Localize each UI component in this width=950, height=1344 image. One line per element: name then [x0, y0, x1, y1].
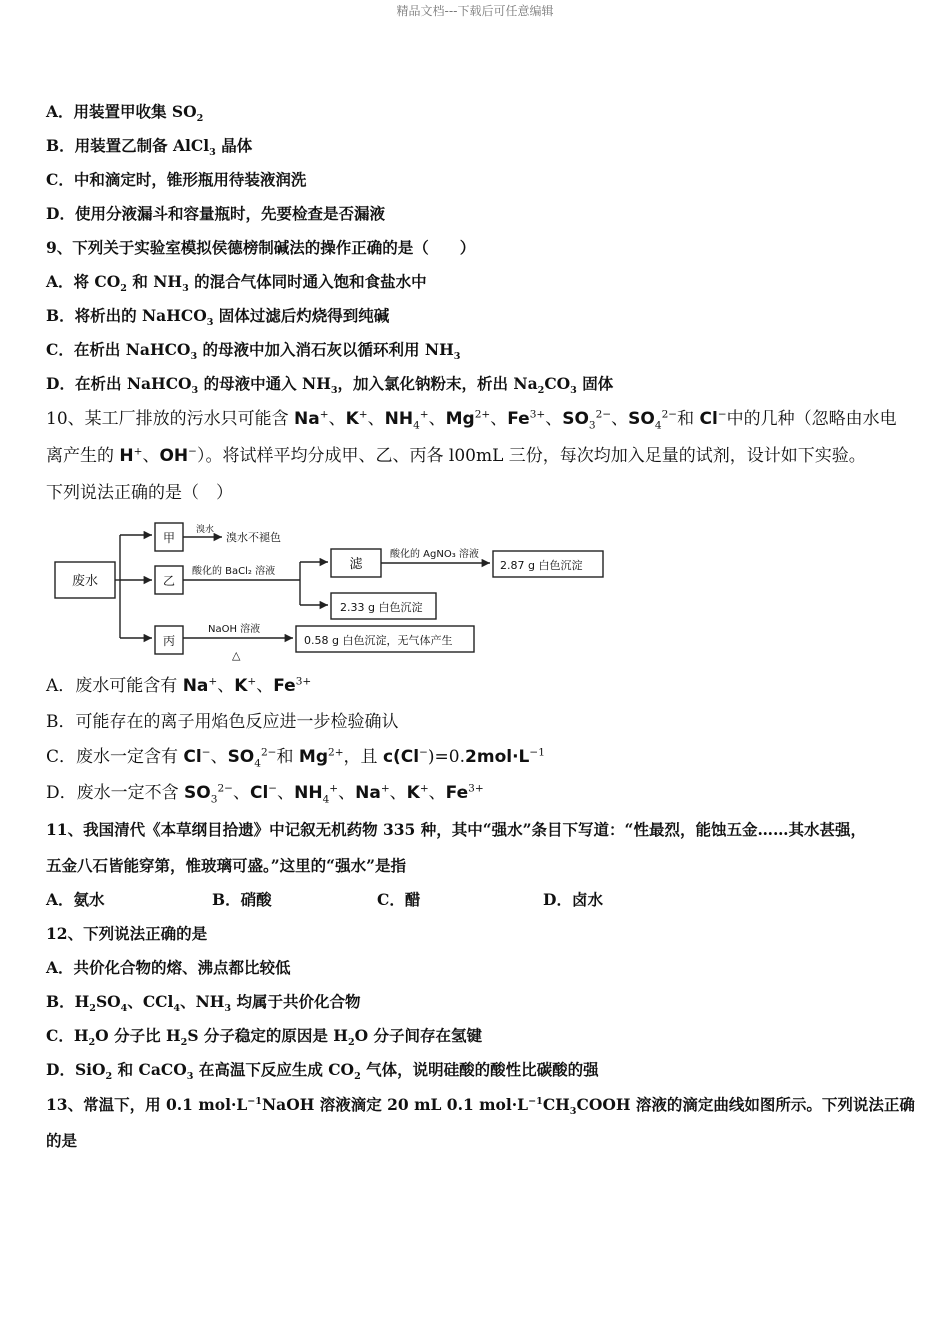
label-result3: 2.87 g 白色沉淀	[500, 559, 583, 572]
label-reagent1: 溴水	[196, 525, 215, 535]
q11-stem-line1: 11、我国清代《本草纲目拾遗》中记叙无机药物 335 种，其中“强水”条目下写道：“性最烈，能蚀五金……其水甚强，	[46, 820, 866, 839]
q10-option-b: B．可能存在的离子用焰色反应进一步检验确认	[46, 712, 399, 732]
flow-diagram-svg	[50, 520, 620, 665]
label-jia: 甲	[162, 531, 176, 545]
q8-option-c: C．中和滴定时，锥形瓶用待装液润洗	[46, 170, 307, 189]
label-reagent2: 酸化的 BaCl₂ 溶液	[192, 566, 276, 577]
label-bing: 丙	[162, 634, 176, 648]
q8-option-a: A．用装置甲收集 $SO_2$	[46, 102, 204, 125]
q13-stem-line1: 13、常温下，用 0.1 $mol\cdot L^{-1}NaOH$ 溶液滴定 20 mL 0.1 $mol\cdot L^{-1}CH_3COOH$ 溶液的滴定曲线如图所示。下列说法正确	[46, 1095, 915, 1118]
q8-option-b: B．用装置乙制备 AlCl$_3$ 晶体	[46, 136, 253, 159]
q10-flow-diagram	[50, 520, 620, 665]
q12-option-a: A．共价化合物的熔、沸点都比较低	[46, 958, 291, 977]
q11-option-b: B．硝酸	[212, 890, 272, 909]
label-heat: △	[232, 649, 241, 662]
q12-stem: 12、下列说法正确的是	[46, 924, 208, 943]
label-reagent4: NaOH 溶液	[208, 624, 261, 635]
q9-option-c: C．在析出 NaHCO$_3$ 的母液中加入消石灰以循环利用 $NH_3$	[46, 340, 461, 363]
label-yi: 乙	[162, 574, 176, 588]
q11-option-a: A．氨水	[46, 890, 105, 909]
q9-option-a: A．将 $CO_2$ 和 $NH_3$ 的混合气体同时通入饱和食盐水中	[46, 272, 427, 295]
q12-option-c: C．$H_2O$ 分子比 $H_2S$ 分子稳定的原因是 $H_2O$ 分子间存在氢键	[46, 1026, 483, 1049]
q12-option-d: D．SiO$_2$ 和 CaCO$_3$ 在高温下反应生成 $CO_2$ 气体，说明硅酸的酸性比碳酸的强	[46, 1060, 599, 1083]
q10-option-c: C．废水一定含有 Cl−、$SO_4^{2-}$和 $Mg^{2+}$，且 $c(Cl^-)=0.2mol\cdot L^{-1}$	[46, 746, 545, 770]
label-filtrate: 滤	[349, 557, 363, 572]
q13-stem-line2: 的是	[46, 1131, 78, 1150]
label-reagent3: 酸化的 AgNO₃ 溶液	[390, 549, 479, 560]
q11-stem-line2: 五金八石皆能穿第，惟玻璃可盛。”这里的“强水”是指	[46, 856, 406, 875]
q10-stem-line1: 10、某工厂排放的污水只可能含 Na+、K+、$NH_4^+$、$Mg^{2+}$、$Fe^{3+}$、$SO_3^{2-}$、$SO_4^{2-}$和 Cl−中的几种（忽略由水电	[46, 408, 897, 432]
q10-stem-line3: 下列说法正确的是（ ）	[46, 483, 233, 503]
q9-stem: 9、下列关于实验室模拟侯德榜制碱法的操作正确的是（ ）	[46, 238, 476, 257]
label-result4: 0.58 g 白色沉淀，无气体产生	[304, 634, 453, 647]
q9-option-d: D．在析出 NaHCO$_3$ 的母液中通入 $NH_3$，加入氯化钠粉末，析出 $Na_2CO_3$ 固体	[46, 374, 614, 397]
q10-stem-line2: 离产生的 H+、OH−）。将试样平均分成甲、乙、丙各 l00mL 三份，每次均加入足量的试剂，设计如下实验。	[46, 445, 866, 466]
q11-option-d: D．卤水	[543, 890, 603, 909]
q8-option-d: D．使用分液漏斗和容量瓶时，先要检查是否漏液	[46, 204, 385, 223]
q12-option-b: B．$H_2SO_4$、CCl$_4$、$NH_3$ 均属于共价化合物	[46, 992, 361, 1015]
page-header: 精品文档---下载后可任意编辑	[396, 4, 554, 18]
label-source: 废水	[71, 574, 99, 589]
q10-option-a: A．废水可能含有 Na+、K+、$Fe^{3+}$	[46, 675, 312, 696]
q9-option-b: B．将析出的 NaHCO$_3$ 固体过滤后灼烧得到纯碱	[46, 306, 390, 329]
label-result2: 2.33 g 白色沉淀	[340, 601, 423, 614]
q10-option-d: D．废水一定不含 $SO_3^{2-}$、Cl−、$NH_4^+$、Na+、K+、$Fe^{3+}$	[46, 782, 484, 806]
q11-option-c: C．醋	[377, 890, 421, 909]
label-result1: 溴水不褪色	[226, 531, 281, 544]
